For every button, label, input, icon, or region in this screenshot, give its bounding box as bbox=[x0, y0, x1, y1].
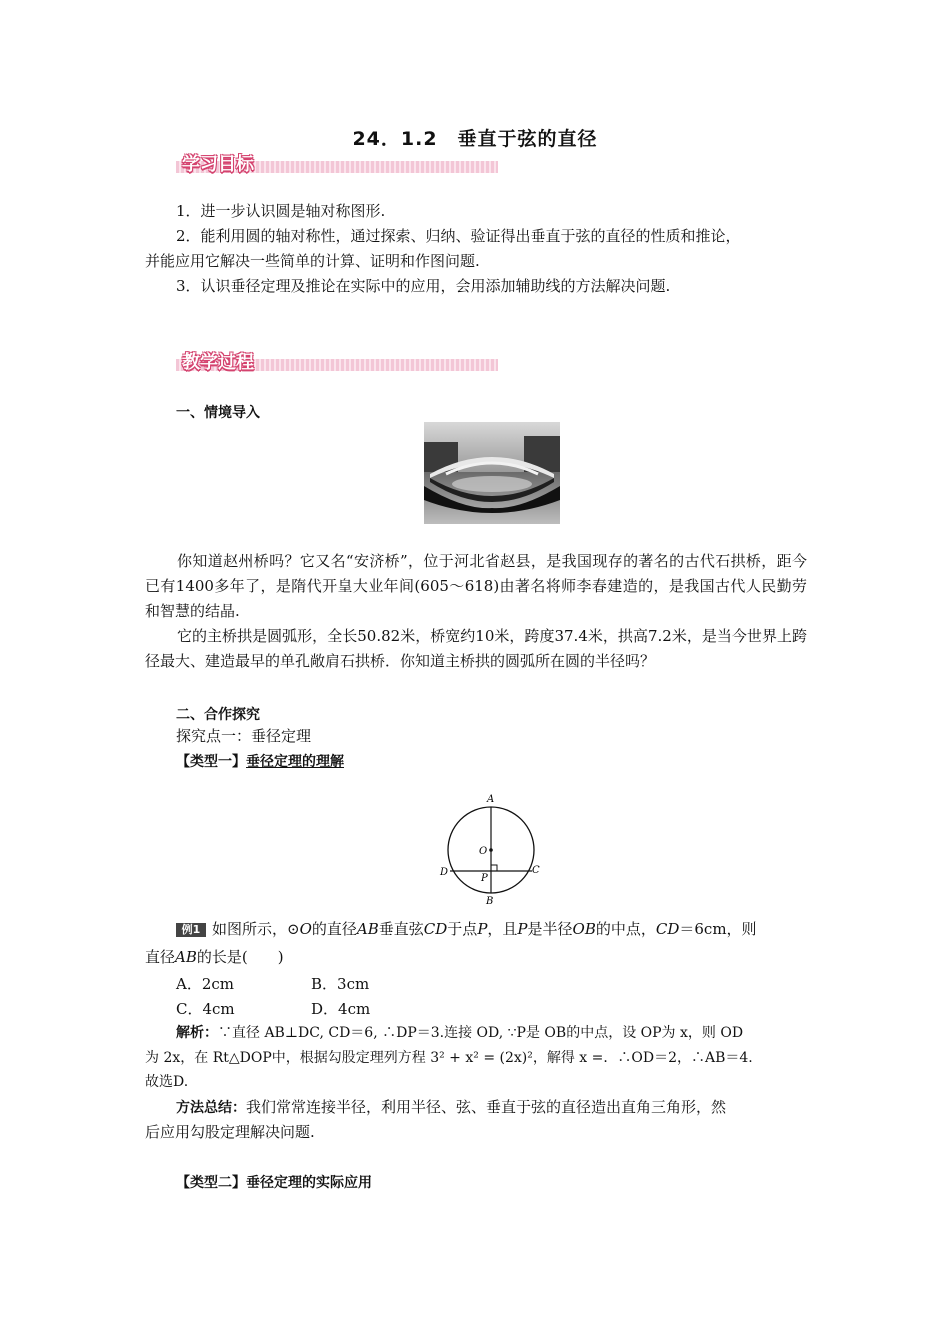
label-o: O bbox=[479, 846, 488, 857]
option-c: C．4cm bbox=[176, 1000, 235, 1018]
goal-1: 1．进一步认识圆是轴对称图形. bbox=[176, 202, 386, 220]
type2-heading bbox=[176, 1172, 372, 1192]
label-c: C bbox=[532, 865, 540, 876]
example-text: 于点 bbox=[447, 920, 478, 938]
analysis-text: ∵直径 AB⊥DC, CD＝6, ∴DP＝3.连接 OD, ∵P是 OB的中点，设 OP为 x，则 OD bbox=[218, 1025, 744, 1041]
example-text: 如图所示，⊙ bbox=[212, 920, 300, 938]
example-var: P bbox=[477, 920, 488, 938]
example-var: CD bbox=[655, 920, 680, 938]
label-b: B bbox=[486, 896, 494, 907]
example-var: O bbox=[299, 920, 312, 938]
example-text: ，且 bbox=[487, 920, 518, 938]
method-text: 我们常常连接半径，利用半径、弦、垂直于弦的直径造出直角三角形，然 bbox=[246, 1098, 727, 1116]
example-text: 是半径 bbox=[527, 920, 573, 938]
example-var: CD bbox=[423, 920, 448, 938]
right-angle-mark bbox=[491, 865, 497, 871]
example-var: AB bbox=[356, 920, 379, 938]
example-badge: 例1 bbox=[176, 923, 206, 937]
page-title: 24．1.2 垂直于弦的直径 bbox=[352, 128, 598, 150]
goal-2-cont: 并能应用它解决一些简单的计算、证明和作图问题. bbox=[145, 252, 480, 270]
analysis-line-1 bbox=[176, 1021, 816, 1046]
example-1-line-2 bbox=[145, 945, 284, 970]
example-text: ＝6cm，则 bbox=[679, 920, 757, 938]
example-text: 的中点， bbox=[595, 920, 656, 938]
option-a: A．2cm bbox=[176, 975, 235, 993]
banner-label: 教学过程 bbox=[182, 352, 254, 373]
option-b: B．3cm bbox=[311, 975, 370, 993]
section-banner-goals bbox=[176, 150, 498, 174]
label-a: A bbox=[487, 794, 495, 805]
type1-title: 垂径定理的理解 bbox=[246, 754, 344, 770]
label-d: D bbox=[440, 867, 449, 878]
example-var: AB bbox=[175, 948, 197, 966]
type1-prefix: 【类型一】 bbox=[176, 754, 246, 770]
explore-point: 探究点一：垂径定理 bbox=[176, 727, 312, 745]
type2-title: 垂径定理的实际应用 bbox=[246, 1175, 372, 1191]
type2-prefix: 【类型二】 bbox=[176, 1175, 246, 1191]
example-1-line-1 bbox=[176, 917, 816, 942]
analysis-label: 解析： bbox=[176, 1025, 218, 1041]
method-summary-line-1 bbox=[176, 1095, 816, 1121]
zhaozhou-bridge-photo bbox=[424, 422, 560, 524]
section-heading-intro: 一、情境导入 bbox=[176, 405, 260, 421]
example-text: 的直径 bbox=[311, 920, 357, 938]
section-banner-process bbox=[176, 348, 498, 372]
intro-paragraph-2: 它的主桥拱是圆弧形，全长50.82米，桥宽约10米，跨度37.4米，拱高7.2米，是当今世界上跨径最大、建造最早的单孔敞肩石拱桥．你知道主桥拱的圆弧所在圆的半径吗？ bbox=[145, 627, 807, 670]
example-var: OB bbox=[572, 920, 596, 938]
center-point bbox=[489, 848, 493, 852]
label-p: P bbox=[481, 873, 488, 884]
intro-paragraph-1: 你知道赵州桥吗？它又名“安济桥”，位于河北省赵县，是我国现存的著名的古代石拱桥，距今已有1400多年了，是隋代开皇大业年间(605～618)由著名将师李春建造的，是我国古代人民勤劳和智慧的结晶. bbox=[145, 552, 807, 620]
example-text: 垂直弦 bbox=[378, 920, 424, 938]
circle-diagram bbox=[436, 790, 546, 910]
section-heading-explore: 二、合作探究 bbox=[176, 707, 260, 723]
analysis-line-2: 为 2x，在 Rt△DOP中，根据勾股定理列方程 3² + x² = (2x)²，解得 x =．∴OD＝2，∴AB＝4. bbox=[145, 1050, 753, 1066]
example-text: 直径 bbox=[145, 948, 176, 966]
example-text: 的长是( ) bbox=[196, 948, 284, 966]
goal-2: 2．能利用圆的轴对称性，通过探索、归纳、验证得出垂直于弦的直径的性质和推论， bbox=[176, 227, 741, 245]
method-label: 方法总结： bbox=[176, 1100, 246, 1116]
type1-heading bbox=[176, 751, 344, 771]
analysis-line-3: 故选D. bbox=[145, 1074, 189, 1090]
method-summary-line-2: 后应用勾股定理解决问题. bbox=[145, 1123, 315, 1141]
option-d: D．4cm bbox=[311, 1000, 371, 1018]
banner-label: 学习目标 bbox=[182, 154, 254, 175]
goal-3: 3．认识垂径定理及推论在实际中的应用，会用添加辅助线的方法解决问题. bbox=[176, 277, 671, 295]
example-var: P bbox=[517, 920, 528, 938]
